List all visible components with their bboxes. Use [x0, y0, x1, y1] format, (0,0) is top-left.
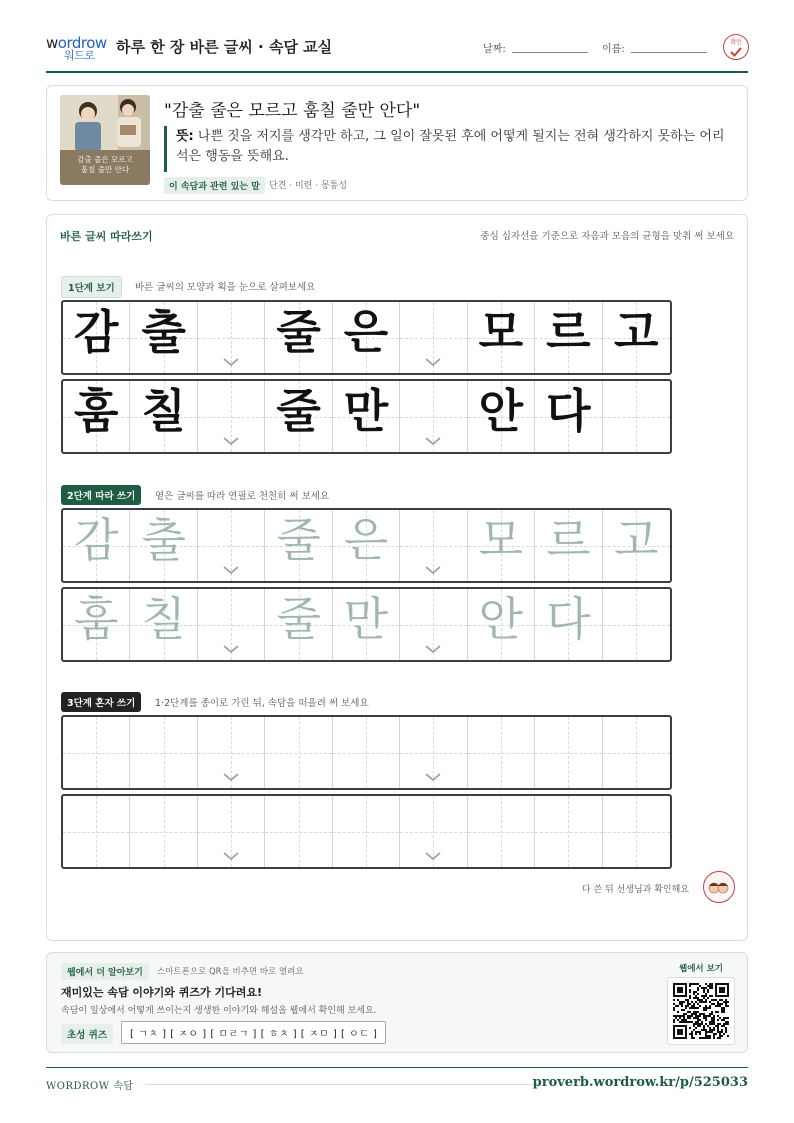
date-label: 날짜: — [483, 44, 506, 55]
web-more-card — [46, 952, 748, 1053]
grid-char: 모 — [478, 513, 524, 567]
grid-cell — [130, 302, 197, 373]
proverb-illustration — [60, 95, 150, 185]
grid-char: 줄 — [276, 384, 321, 438]
grid-cell[interactable] — [535, 589, 602, 660]
logo-sub: 워드로 — [64, 49, 95, 62]
stage2-desc: 옅은 글씨를 따라 연필로 천천히 써 보세요 — [155, 491, 330, 502]
grid-char: 만 — [343, 592, 389, 646]
grid-char: 은 — [343, 513, 389, 567]
proverb-title: "감출 줄은 모르고 훔칠 줄만 안다" — [164, 101, 421, 121]
grid-cell[interactable] — [468, 589, 535, 660]
web-more-tag: 웹에서 더 알아보기 — [61, 963, 149, 980]
logo-letter-w: w — [46, 34, 58, 52]
grid-cell[interactable] — [130, 589, 197, 660]
grid-cell — [333, 381, 400, 452]
grid-char: 다 — [546, 384, 591, 438]
teacher-check-text: 다 쓴 뒤 선생님과 확인해요 — [581, 885, 689, 895]
grid-char: 안 — [478, 384, 524, 438]
grid-char: 칠 — [141, 384, 186, 438]
grid-cell[interactable] — [198, 589, 265, 660]
practice-card — [46, 214, 748, 941]
space-mark-icon — [222, 357, 240, 367]
space-mark-icon — [222, 565, 240, 575]
more-headline: 재미있는 속담 이야기와 퀴즈가 기다려요! — [61, 986, 262, 999]
teacher-stamp-icon — [703, 871, 735, 903]
grid-char: 훔 — [74, 592, 119, 646]
stage2-tag: 2단계 따라 쓰기 — [61, 485, 141, 505]
grid-cell[interactable] — [333, 589, 400, 660]
grid-cell[interactable] — [198, 796, 265, 867]
grid-cell[interactable] — [603, 717, 670, 788]
grid-cell — [603, 381, 670, 452]
meaning-text: 나쁜 짓을 저지를 생각만 하고, 그 일이 잘못된 후에 어떻게 될지는 전혀 생각하지 못하는 어리석은 행동을 뜻해요. — [176, 129, 725, 164]
grid-char: 출 — [141, 305, 186, 359]
illustration-caption-1: 감출 줄은 모르고 — [77, 155, 133, 164]
stage1-row1-grid — [61, 300, 672, 375]
grid-cell[interactable] — [130, 717, 197, 788]
grid-cell[interactable] — [130, 796, 197, 867]
grid-cell — [63, 381, 130, 452]
grid-cell[interactable] — [265, 510, 332, 581]
grid-char: 안 — [478, 592, 524, 646]
wordrow-logo[interactable] — [46, 34, 107, 62]
grid-cell — [198, 381, 265, 452]
stage1-row2-grid — [61, 379, 672, 454]
grid-cell[interactable] — [265, 717, 332, 788]
footer-url[interactable]: proverb.wordrow.kr/p/525033 — [532, 1075, 748, 1090]
check-stamp-icon — [723, 34, 749, 60]
grid-cell[interactable] — [333, 510, 400, 581]
space-mark-icon — [424, 851, 442, 861]
grid-char: 은 — [343, 305, 389, 359]
check-mark-icon — [729, 46, 743, 58]
grid-char: 모 — [478, 305, 524, 359]
grid-cell — [603, 302, 670, 373]
grid-cell[interactable] — [198, 717, 265, 788]
stage3-tag: 3단계 혼자 쓰기 — [61, 692, 141, 712]
grid-char: 칠 — [141, 592, 186, 646]
stage3-row2-grid[interactable] — [61, 794, 672, 869]
grid-char: 줄 — [276, 513, 321, 567]
grid-cell — [400, 381, 467, 452]
grid-cell[interactable] — [400, 589, 467, 660]
grid-cell[interactable] — [603, 796, 670, 867]
grid-cell — [130, 381, 197, 452]
stage1-tag: 1단계 보기 — [61, 276, 122, 298]
space-mark-icon — [424, 772, 442, 782]
footer-divider — [145, 1084, 537, 1085]
stamp-text: 확인 — [730, 39, 742, 46]
stage3-desc: 1·2단계를 종이로 가린 뒤, 속담을 떠올려 써 보세요 — [155, 698, 369, 709]
grid-cell[interactable] — [603, 510, 670, 581]
grid-char: 출 — [141, 513, 186, 567]
grid-cell[interactable] — [535, 717, 602, 788]
grid-cell — [333, 302, 400, 373]
grid-char: 만 — [343, 384, 389, 438]
grid-cell — [468, 302, 535, 373]
footer-rule — [46, 1067, 748, 1068]
grid-cell — [535, 302, 602, 373]
grid-cell[interactable] — [63, 510, 130, 581]
space-mark-icon — [222, 436, 240, 446]
page-header — [46, 30, 748, 73]
illustration-caption-2: 훔칠 줄만 안다 — [80, 165, 130, 174]
grid-char: 감 — [74, 305, 119, 359]
grid-char: 줄 — [276, 305, 321, 359]
grid-char: 르 — [546, 305, 591, 359]
grid-cell[interactable] — [198, 510, 265, 581]
more-subtext: 속담이 일상에서 어떻게 쓰이는지 생생한 이야기와 해설을 웹에서 확인해 보세요. — [61, 1006, 377, 1016]
grid-cell[interactable] — [63, 589, 130, 660]
page-title: 하루 한 장 바른 글씨 · 속담 교실 — [116, 38, 333, 56]
footer-brand: WORDROW 속담 — [46, 1081, 134, 1092]
grid-cell — [198, 302, 265, 373]
stage3-row1-grid[interactable] — [61, 715, 672, 790]
logo-text: ordrow — [57, 34, 107, 52]
stage2-row1-grid[interactable] — [61, 508, 672, 583]
meaning-accent-bar — [164, 126, 167, 172]
name-label: 이름: — [602, 44, 625, 55]
practice-hint: 중심 십자선을 기준으로 자음과 모음의 균형을 맞춰 써 보세요 — [480, 231, 734, 242]
grid-cell[interactable] — [265, 796, 332, 867]
space-mark-icon — [424, 644, 442, 654]
grid-cell — [265, 381, 332, 452]
grid-cell[interactable] — [400, 796, 467, 867]
grid-cell — [400, 302, 467, 373]
name-field[interactable] — [631, 52, 707, 53]
grid-cell — [468, 381, 535, 452]
qr-hint: 스마트폰으로 QR을 비추면 바로 열려요 — [157, 967, 304, 977]
grid-cell[interactable] — [468, 717, 535, 788]
grid-cell[interactable] — [63, 717, 130, 788]
related-words-tag: 이 속담과 관련 있는 말 — [164, 177, 265, 194]
grid-char: 줄 — [276, 592, 321, 646]
grid-cell — [265, 302, 332, 373]
grid-cell[interactable] — [468, 510, 535, 581]
related-words: 단견 · 미련 · 몽통성 — [269, 181, 348, 191]
stage2-row2-grid[interactable] — [61, 587, 672, 662]
practice-title: 바른 글씨 따라쓰기 — [60, 230, 153, 243]
grid-char: 다 — [546, 592, 591, 646]
date-field[interactable] — [512, 52, 588, 53]
space-mark-icon — [222, 851, 240, 861]
grid-cell[interactable] — [468, 796, 535, 867]
meaning-label: 뜻: — [176, 129, 194, 144]
stage1-desc: 바른 글씨의 모양과 획을 눈으로 살펴보세요 — [135, 282, 316, 293]
grid-cell[interactable] — [535, 796, 602, 867]
web-view-label: 웹에서 보기 — [679, 964, 724, 974]
grid-cell — [63, 302, 130, 373]
kids-face-icon — [704, 872, 733, 901]
grid-cell[interactable] — [400, 510, 467, 581]
grid-char: 고 — [614, 305, 659, 359]
grid-char: 고 — [614, 513, 659, 567]
space-mark-icon — [424, 436, 442, 446]
space-mark-icon — [424, 565, 442, 575]
grid-char: 감 — [74, 513, 119, 567]
quiz-label: 초성 퀴즈 — [61, 1024, 113, 1044]
chosung-quiz: [ ㄱㅊ ] [ ㅈㅇ ] [ ㅁㄹㄱ ] [ ㅎㅊ ] [ ㅈㅁ ] [ ㅇㄷ ] — [121, 1021, 386, 1044]
grid-cell[interactable] — [603, 589, 670, 660]
grid-cell[interactable] — [63, 796, 130, 867]
grid-cell — [535, 381, 602, 452]
grid-char: 훔 — [74, 384, 119, 438]
grid-cell[interactable] — [535, 510, 602, 581]
space-mark-icon — [222, 644, 240, 654]
grid-cell[interactable] — [265, 589, 332, 660]
space-mark-icon — [222, 772, 240, 782]
proverb-meaning — [176, 127, 736, 167]
grid-cell[interactable] — [400, 717, 467, 788]
grid-cell[interactable] — [333, 717, 400, 788]
qr-code[interactable] — [667, 977, 735, 1045]
grid-char: 르 — [546, 513, 591, 567]
space-mark-icon — [424, 357, 442, 367]
grid-cell[interactable] — [333, 796, 400, 867]
grid-cell[interactable] — [130, 510, 197, 581]
proverb-card — [46, 85, 748, 201]
qr-code-icon — [673, 983, 729, 1039]
